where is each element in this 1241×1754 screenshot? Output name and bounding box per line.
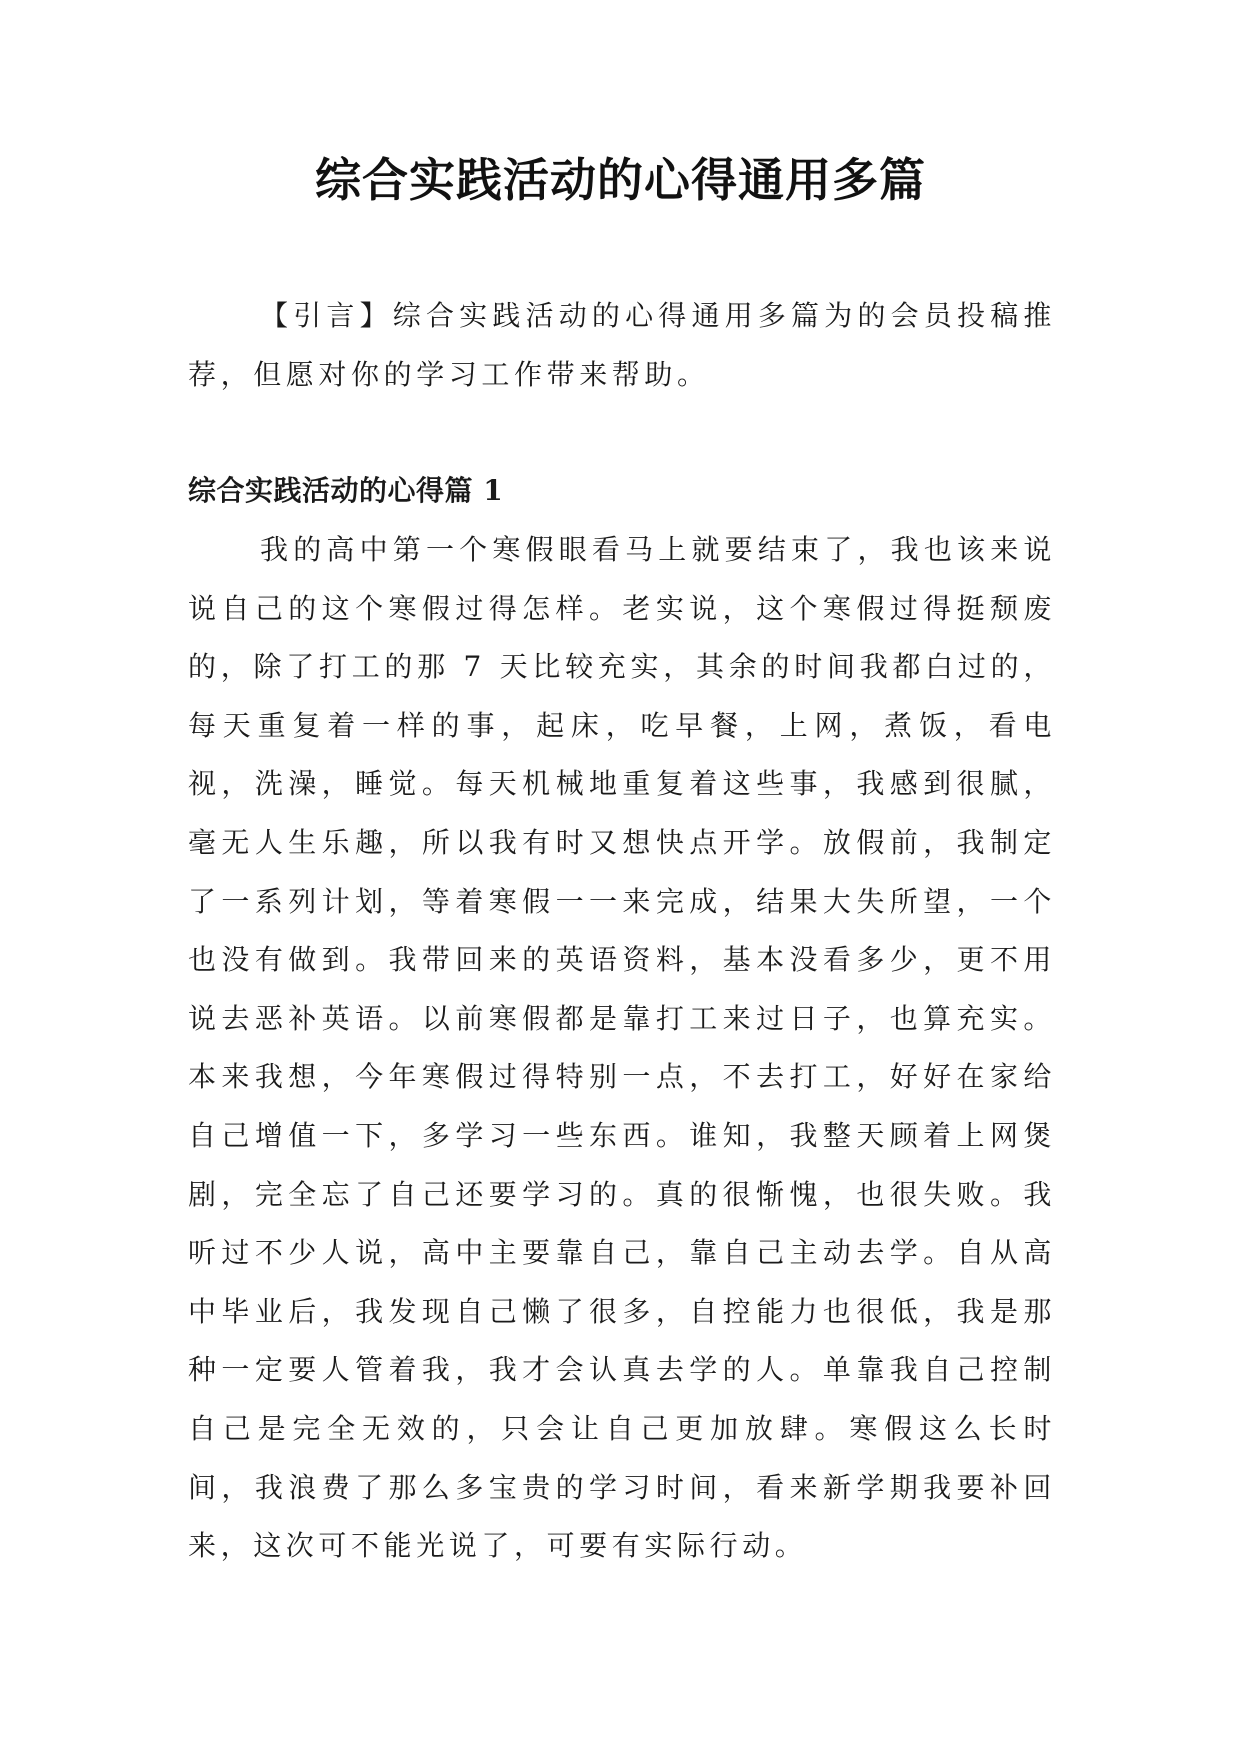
section-heading: 综合实践活动的心得篇 1 — [188, 474, 504, 507]
intro-paragraph: 【引言】综合实践活动的心得通用多篇为的会员投稿推荐，但愿对你的学习工作带来帮助。 — [188, 299, 1056, 391]
document-title: 综合实践活动的心得通用多篇 — [315, 153, 926, 207]
section-paragraph: 我的高中第一个寒假眼看马上就要结束了，我也该来说说自己的这个寒假过得怎样。老实说，这个寒假过得挺颓废的，除了打工的那 7 天比较充实，其余的时间我都白过的，每天重复着一样的事，起床，吃早餐，上网，煮饭，看电视，洗澡，睡觉。每天机械地重复着这些事，我感到很腻，毫无人生乐趣，所以我有时又想快点开学。放假前，我制定了一系列计划，等着寒假一一来完成，结果大失所望，一个也没有做到。我带回来的英语资料，基本没看多少，更不用说去恶补英语。以前寒假都是靠打工来过日子，也算充实。本来我想，今年寒假过得特别一点，不去打工，好好在家给自己增值一下，多学习一些东西。谁知，我整天顾着上网煲剧，完全忘了自己还要学习的。真的很惭愧，也很失败。我听过不少人说，高中主要靠自己，靠自己主动去学。自从高中毕业后，我发现自己懒了很多，自控能力也很低，我是那种一定要人管着我，我才会认真去学的人。单靠我自己控制自己是完全无效的，只会让自己更加放肆。寒假这么长时间，我浪费了那么多宝贵的学习时间，看来新学期我要补回来，这次可不能光说了，可要有实际行动。 — [188, 533, 1056, 1563]
